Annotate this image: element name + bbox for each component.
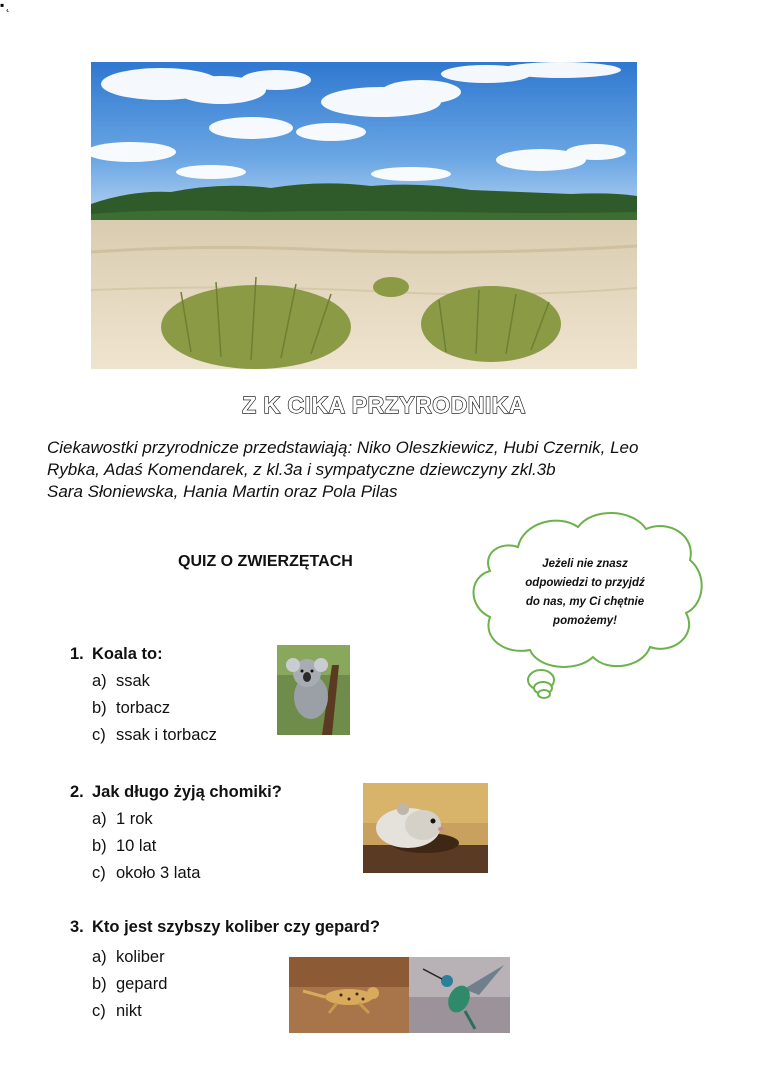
- cloud-line: Jeżeli nie znasz: [542, 558, 628, 570]
- cloud-text: [510, 555, 660, 631]
- answer-item: c) nikt: [92, 1002, 142, 1020]
- hamster-image: [363, 783, 488, 873]
- intro-line: Ciekawostki przyrodnicze przedstawiają: Niko Oleszkiewicz, Hubi Czernik, Leo: [47, 438, 639, 457]
- intro-line: Sara Słoniewska, Hania Martin oraz Pola Pilas: [47, 482, 398, 501]
- question-text: Koala to:: [92, 645, 163, 663]
- question-text: Kto jest szybszy koliber czy gepard?: [92, 918, 380, 936]
- cheetah-image: [289, 957, 409, 1033]
- question-text: Jak długo żyją chomiki?: [92, 783, 282, 801]
- hummingbird-image: [409, 957, 510, 1033]
- answer-item: b) torbacz: [92, 699, 171, 717]
- question-3: [70, 918, 380, 937]
- intro-line: Rybka, Adaś Komendarek, z kl.3a i sympatyczne dziewczyny zkl.3b: [47, 460, 556, 479]
- answer-item: b) 10 lat: [92, 837, 157, 855]
- koala-image: [277, 645, 350, 735]
- question-number: 2.: [70, 783, 84, 801]
- answers-1: [92, 668, 217, 749]
- cloud-line: pomożemy!: [553, 615, 617, 627]
- answer-item: b) gepard: [92, 975, 168, 993]
- answer-item: c) ssak i torbacz: [92, 726, 217, 744]
- cloud-line: do nas, my Ci chętnie: [525, 596, 645, 608]
- page-title: Z K CIKA PRZYRODNIKA: [242, 392, 526, 418]
- question-number: 1.: [70, 645, 84, 663]
- answers-3: [92, 944, 167, 1025]
- intro-text: [47, 437, 727, 503]
- answer-item: a) 1 rok: [92, 810, 153, 828]
- question-2: [70, 783, 282, 802]
- hero-landscape-image: [91, 62, 637, 369]
- answer-item: c) około 3 lata: [92, 864, 201, 882]
- cloud-line: odpowiedzi to przyjdź: [525, 577, 645, 589]
- answers-2: [92, 806, 200, 887]
- quiz-heading: QUIZ O ZWIERZĘTACH: [178, 553, 353, 570]
- answer-item: a) ssak: [92, 672, 150, 690]
- question-1: [70, 645, 163, 664]
- answer-item: a) koliber: [92, 948, 165, 966]
- corner-mark: ▪ ̨: [0, 0, 8, 12]
- question-number: 3.: [70, 918, 84, 936]
